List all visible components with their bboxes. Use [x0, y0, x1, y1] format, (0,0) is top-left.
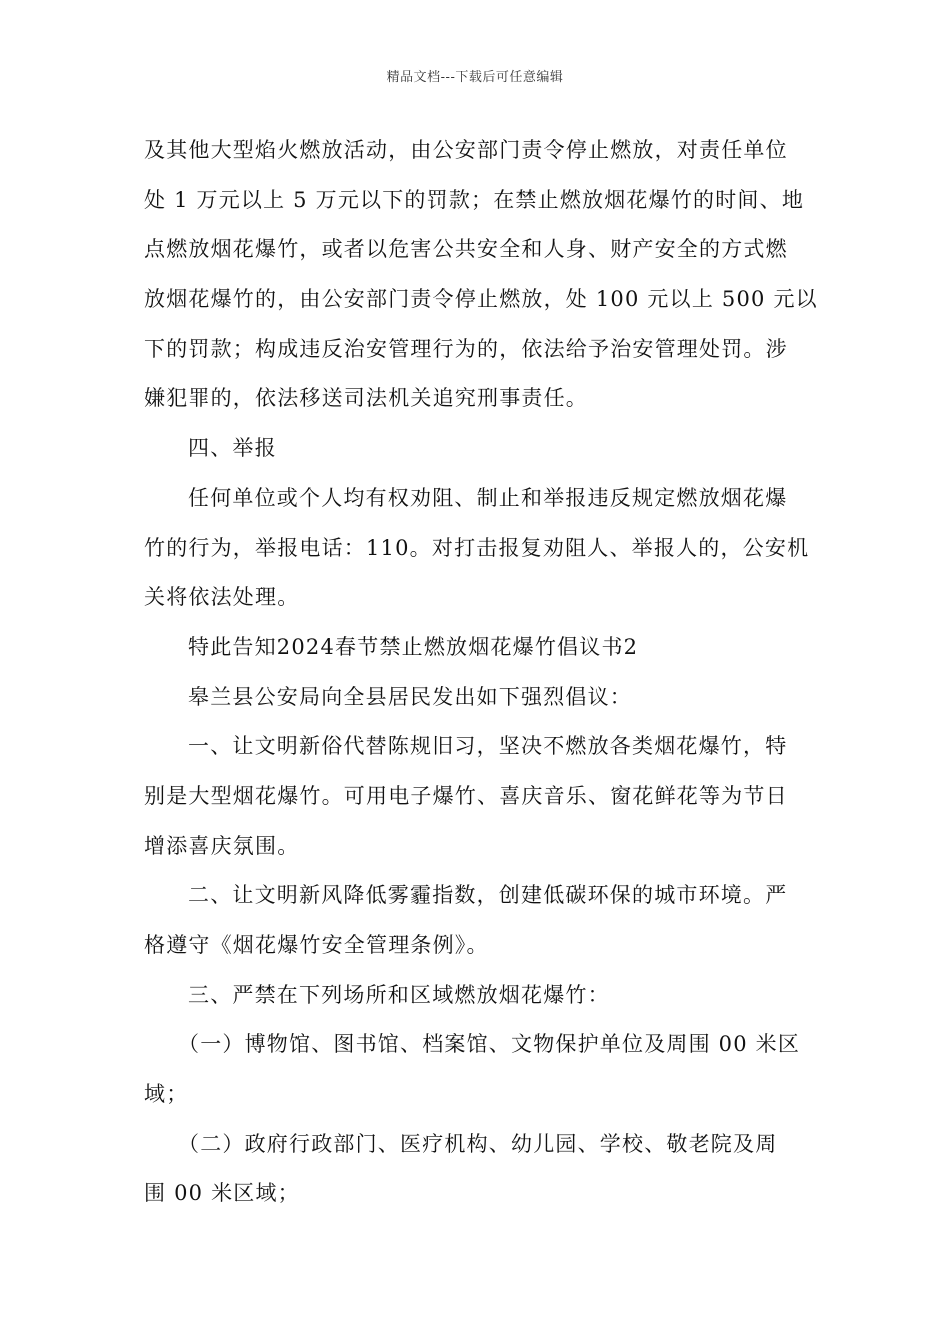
text-line: 一、让文明新俗代替陈规旧习，坚决不燃放各类烟花爆竹，特 [188, 734, 788, 759]
text-line: 处 1 万元以上 5 万元以下的罚款；在禁止燃放烟花爆竹的时间、地 [144, 187, 805, 212]
text-line: 关将依法处理。 [144, 585, 300, 610]
section-heading-report: 四、举报 [188, 436, 277, 461]
text-line: 皋兰县公安局向全县居民发出如下强烈倡议： [188, 684, 632, 709]
text-line: 别是大型烟花爆竹。可用电子爆竹、喜庆音乐、窗花鲜花等为节日 [144, 783, 788, 808]
text-line: 围 00 米区域； [144, 1181, 300, 1206]
page-header: 精品文档---下载后可任意编辑 [386, 70, 564, 85]
document-body [144, 126, 818, 1219]
text-line: 二、让文明新风降低雾霾指数，创建低碳环保的城市环境。严 [188, 883, 788, 908]
text-line: （二）政府行政部门、医疗机构、幼儿园、学校、敬老院及周 [178, 1131, 778, 1156]
text-line: 域； [144, 1082, 189, 1107]
document-subtitle: 特此告知2024春节禁止燃放烟花爆竹倡议书2 [188, 634, 639, 659]
text-line: 放烟花爆竹的，由公安部门责令停止燃放，处 100 元以上 500 元以 [144, 287, 818, 312]
text-line: 三、严禁在下列场所和区域燃放烟花爆竹： [188, 982, 610, 1007]
text-line: 格遵守《烟花爆竹安全管理条例》。 [144, 933, 489, 957]
text-line: 点燃放烟花爆竹，或者以危害公共安全和人身、财产安全的方式燃 [144, 237, 788, 262]
text-line: 竹的行为，举报电话：110。对打击报复劝阻人、举报人的，公安机 [144, 535, 810, 560]
text-line: 下的罚款；构成违反治安管理行为的，依法给予治安管理处罚。涉 [144, 336, 788, 361]
text-line: 及其他大型焰火燃放活动，由公安部门责令停止燃放，对责任单位 [144, 138, 788, 162]
text-line: 任何单位或个人均有权劝阻、制止和举报违反规定燃放烟花爆 [188, 485, 788, 510]
text-line: 嫌犯罪的，依法移送司法机关追究刑事责任。 [144, 386, 588, 411]
text-line: 增添喜庆氛围。 [144, 833, 300, 858]
text-line: （一）博物馆、图书馆、档案馆、文物保护单位及周围 00 米区 [178, 1032, 801, 1057]
